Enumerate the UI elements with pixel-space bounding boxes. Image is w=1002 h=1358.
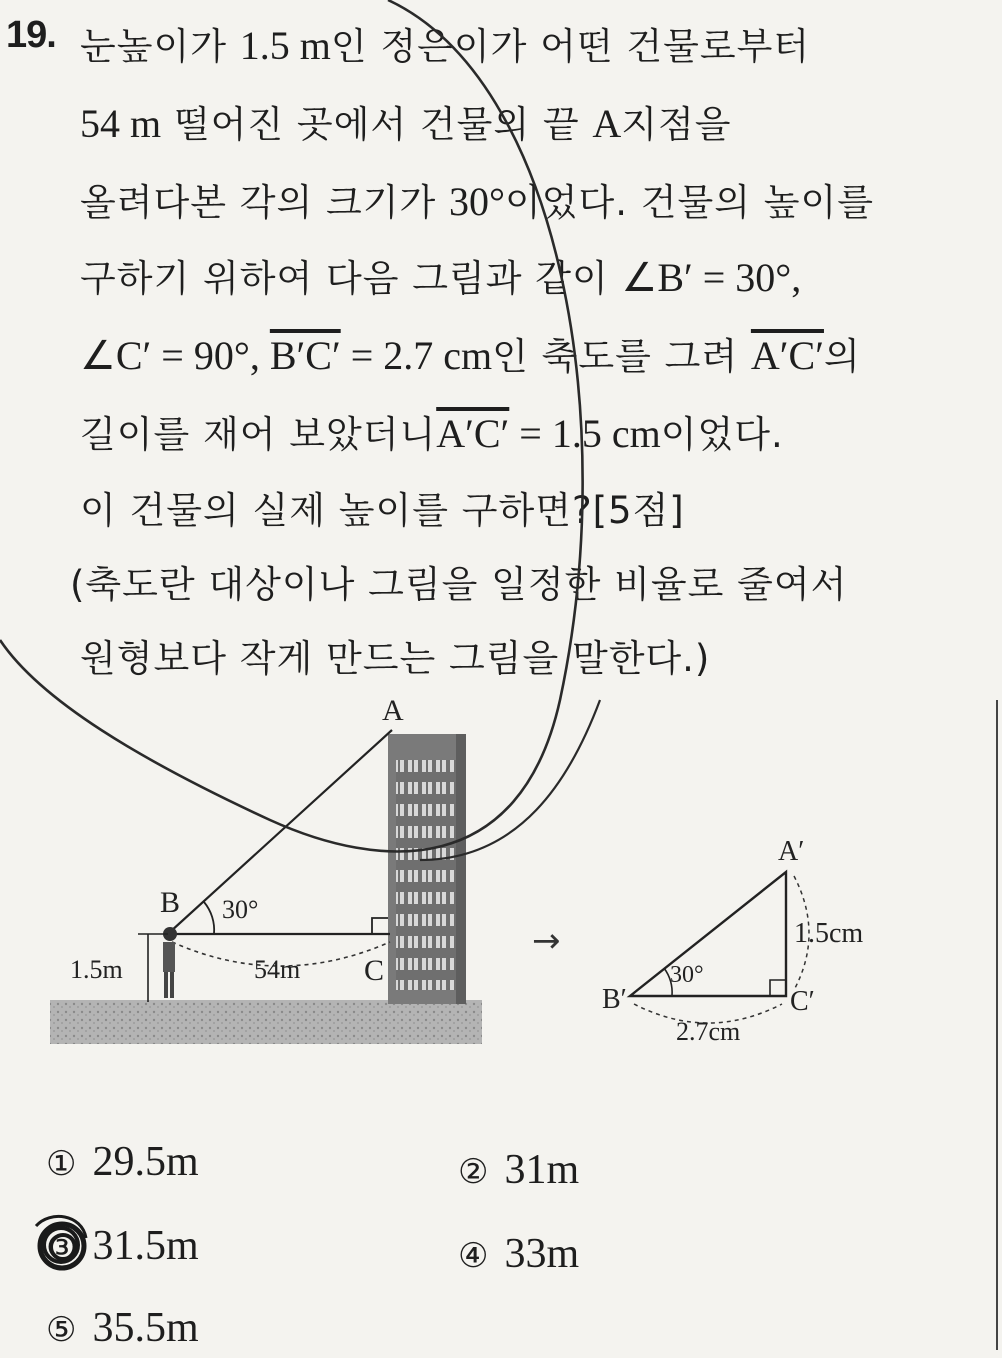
question-line-8: (축도란 대상이나 그림을 일정한 비율로 줄여서 — [70, 563, 848, 606]
question-line-4: 구하기 위하여 다음 그림과 같이 ∠B′ = 30°, — [80, 255, 802, 300]
question-line-7: 이 건물의 실제 높이를 구하면?[5점] — [80, 489, 685, 532]
label-A: A — [382, 694, 404, 727]
question-line-2: 54 m 떨어진 곳에서 건물의 끝 A지점을 — [80, 101, 732, 146]
question-line-5: ∠C′ = 90°, B′C′ = 2.7 cm인 축도를 그려 A′C′의 — [80, 333, 861, 378]
question-line-3: 올려다본 각의 크기가 30°이었다. 건물의 높이를 — [80, 179, 874, 224]
choice-marker: ① — [46, 1144, 77, 1184]
scale-height-label: 1.5cm — [794, 918, 864, 949]
selected-answer-scribble — [36, 1216, 86, 1268]
question-line-1: 눈높이가 1.5 m인 정은이가 어떤 건물로부터 — [80, 23, 811, 68]
choice-value: 31.5m — [92, 1223, 199, 1269]
label-B-prime: B′ — [602, 984, 627, 1015]
angle-label: 30° — [222, 895, 259, 924]
choice-value: 35.5m — [92, 1305, 199, 1351]
question-line-6: 길이를 재어 보았더니A′C′ = 1.5 cm이었다. — [80, 411, 784, 456]
choice-marker: ③ — [46, 1228, 77, 1268]
choice-value: 33m — [504, 1231, 580, 1277]
label-A-prime: A′ — [778, 836, 805, 867]
choice-value: 31m — [504, 1147, 580, 1193]
eye-height-label: 1.5m — [70, 955, 123, 984]
question-number: 19. — [6, 14, 56, 56]
pen-tail-stroke — [420, 700, 600, 860]
scale-base-label: 2.7cm — [676, 1017, 741, 1046]
pen-loop-stroke — [0, 0, 583, 851]
page-edge — [996, 700, 998, 1350]
choice-marker: ② — [458, 1152, 489, 1192]
choice-value: 29.5m — [92, 1139, 199, 1185]
choice-marker: ⑤ — [46, 1310, 77, 1350]
arrow-icon: → — [532, 921, 561, 961]
distance-label: 54m — [254, 955, 301, 984]
label-C: C — [364, 954, 385, 987]
scale-angle-label: 30° — [670, 962, 704, 988]
choice-marker: ④ — [458, 1236, 489, 1276]
label-C-prime: C′ — [790, 986, 815, 1017]
label-B: B — [160, 886, 181, 919]
question-line-9: 원형보다 작게 만드는 그림을 말한다.) — [80, 637, 711, 680]
